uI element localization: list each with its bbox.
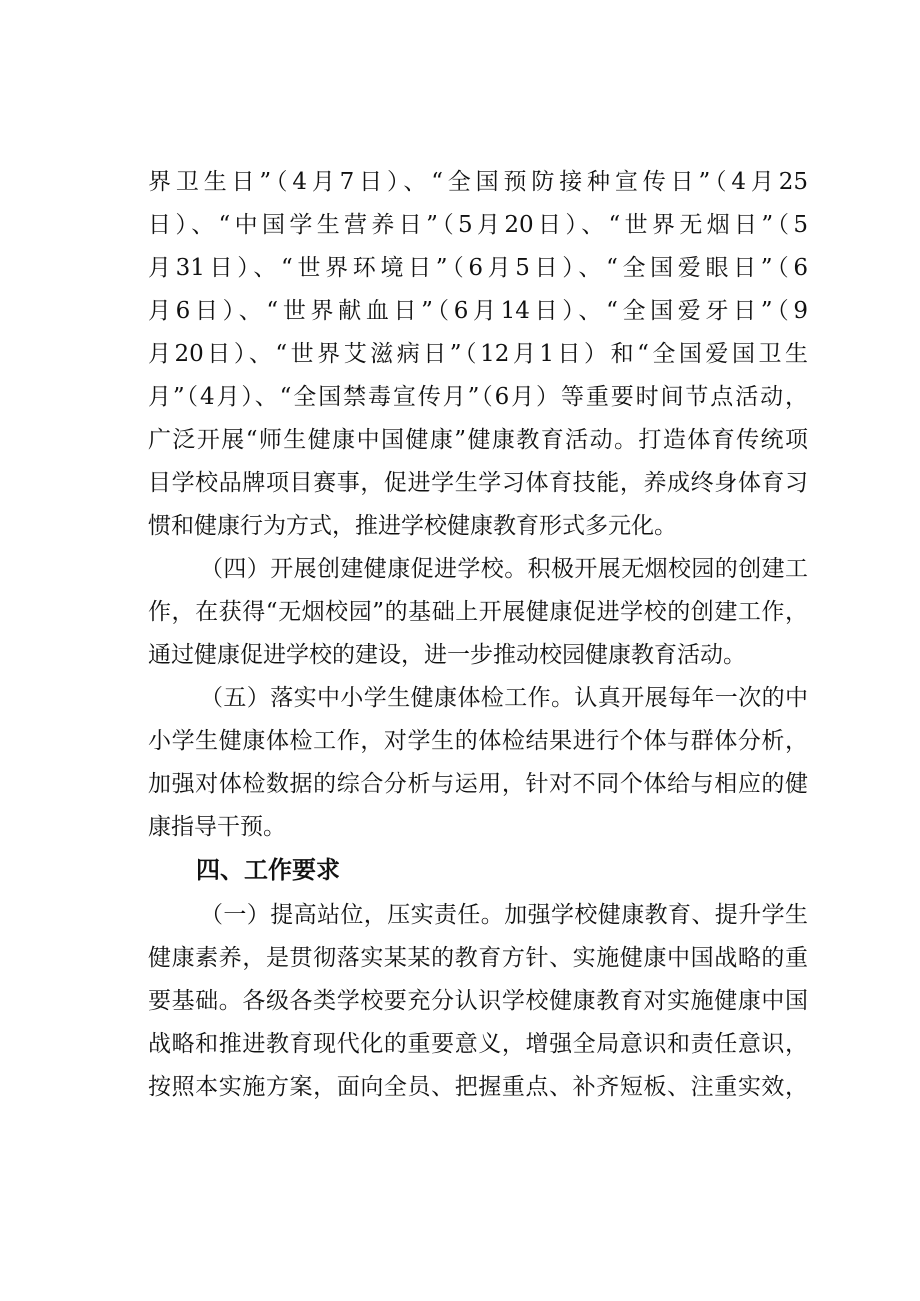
text-line: 惯和健康行为方式，推进学校健康教育形式多元化。 [148,513,677,539]
text-line: 按照本实施方案，面向全员、把握重点、补齐短板、注重实效， [148,1074,808,1100]
text-line: 要基础。各级各类学校要充分认识学校健康教育对实施健康中国 [148,988,808,1014]
text-line: 作，在获得“无烟校园”的基础上开展健康促进学校的创建工作， [148,599,808,625]
text-line: 日）、“中国学生营养日”（5月20日）、“世界无烟日”（5 [148,212,808,238]
text-line: 小学生健康体检工作，对学生的体检结果进行个体与群体分析， [148,728,808,754]
text-line: 加强对体检数据的综合分析与运用，针对不同个体给与相应的健 [148,771,808,797]
text-line: 健康素养，是贯彻落实某某的教育方针、实施健康中国战略的重 [148,945,808,971]
text-line: 广泛开展“师生健康中国健康”健康教育活动。打造体育传统项 [148,427,808,453]
text-line: 月”（4月）、“全国禁毒宣传月”（6月）等重要时间节点活动， [148,384,808,410]
text-line: 战略和推进教育现代化的重要意义，增强全局意识和责任意识， [148,1031,808,1057]
text-line: 康指导干预。 [148,814,286,840]
text-line: 界卫生日”（4月7日）、“全国预防接种宣传日”（4月25 [148,169,808,195]
text-line: 月31日）、“世界环境日”（6月5日）、“全国爱眼日”（6 [148,255,808,281]
text-line: 通过健康促进学校的建设，进一步推动校园健康教育活动。 [148,642,746,668]
text-line: 目学校品牌项目赛事，促进学生学习体育技能，养成终身体育习 [148,470,808,496]
text-line: （五）落实中小学生健康体检工作。认真开展每年一次的中 [200,685,808,711]
text-line: 月20日）、“世界艾滋病日”（12月1日）和“全国爱国卫生 [148,341,808,367]
text-line: 月6日）、“世界献血日”（6月14日）、“全国爱牙日”（9 [148,298,808,324]
text-line: （四）开展创建健康促进学校。积极开展无烟校园的创建工 [200,556,808,582]
section-heading: 四、工作要求 [196,856,340,884]
text-line: （一）提高站位，压实责任。加强学校健康教育、提升学生 [200,902,808,928]
